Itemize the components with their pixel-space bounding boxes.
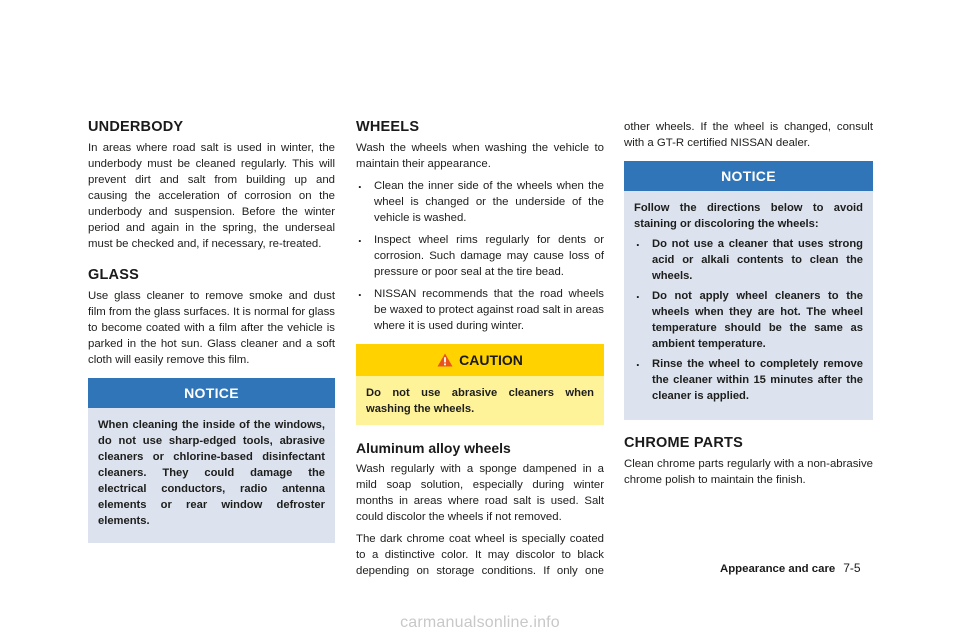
caution-header (356, 344, 604, 376)
alloy-text-2-continued: other wheels. If the wheel is changed, consult with a GT-R certified NISSAN dealer. (624, 121, 873, 149)
notice-body (624, 191, 873, 420)
underbody-heading: UNDERBODY (88, 119, 184, 135)
glass-text: Use glass cleaner to remove smoke and dust film from the glass surfaces. It is normal for glass to become coated with a film after the vehicle is parked in the hot sun. Glass cleaner and a soft cloth will easily remove this film. (88, 290, 335, 366)
alloy-text-2: The dark chrome coat wheel is specially coated to a distinctive color. It may discolor to black depending on storage conditions. If only one (356, 533, 604, 577)
notice-header: NOTICE (624, 161, 873, 191)
caution-title: CAUTION (459, 352, 523, 368)
column-middle (356, 118, 604, 585)
list-item: . Do not use a cleaner that uses strong acid or alkali contents to clean the wheels. (634, 236, 863, 284)
notice-box-wheels (624, 161, 873, 420)
column-left (88, 118, 335, 557)
alloy-heading: Aluminum alloy wheels (356, 440, 511, 456)
notice-body (88, 408, 335, 543)
caution-text: Do not use abrasive cleaners when washing the wheels. (366, 387, 594, 415)
list-item: . Inspect wheel rims regularly for dents or corrosion. Such damage may cause loss of pressure or poor seal at the tire bead. (356, 232, 604, 280)
glass-heading: GLASS (88, 267, 139, 283)
notice-text: When cleaning the inside of the windows, do not use sharp-edged tools, abrasive cleaners or chlorine-based disinfectant cleaners. They could damage the electrical conductors, radio antenna elements or rear window defroster elements. (98, 419, 325, 527)
notice-header: NOTICE (88, 378, 335, 408)
underbody-text: In areas where road salt is used in winter, the underbody must be cleaned regularly. This will prevent dirt and salt from building up and causing the acceleration of corrosion on the underbody and suspension. Before the winter period and again in the spring, the underseal must be checked and, if necessary, re-treated. (88, 142, 335, 250)
watermark-text[interactable]: carmanualsonline.info (400, 614, 560, 631)
page-footer (720, 561, 880, 575)
wheels-intro: Wash the wheels when washing the vehicle to maintain their appearance. (356, 142, 604, 170)
caution-body (356, 376, 604, 425)
caution-box (356, 344, 604, 425)
notice-intro: Follow the directions below to avoid staining or discoloring the wheels: (634, 202, 863, 230)
list-item: . NISSAN recommends that the road wheels be waxed to protect against road salt in areas where it is used during winter. (356, 286, 604, 334)
page-number: 7-5 (843, 561, 861, 575)
alloy-text-1: Wash regularly with a sponge dampened in a mild soap solution, especially during winter months in areas where road salt is used. Salt could discolor the wheels if not removed. (356, 463, 604, 523)
notice-box-windows (88, 378, 335, 543)
list-item: . Rinse the wheel to completely remove the cleaner within 15 minutes after the cleaner is applied. (634, 356, 863, 404)
wheels-bullet-list (356, 178, 604, 334)
list-item: . Do not apply wheel cleaners to the wheels when they are hot. The wheel temperature should be the same as ambient temperature. (634, 288, 863, 352)
footer-section-title: Appearance and care (720, 563, 836, 575)
wheels-heading: WHEELS (356, 119, 420, 135)
column-right (624, 119, 873, 494)
chrome-heading: CHROME PARTS (624, 435, 743, 451)
notice-bullet-list (634, 236, 863, 404)
chrome-text: Clean chrome parts regularly with a non-abrasive chrome polish to maintain the finish. (624, 458, 873, 486)
warning-triangle-icon (437, 353, 453, 367)
list-item: . Clean the inner side of the wheels when the wheel is changed or the underside of the vehicle is washed. (356, 178, 604, 226)
